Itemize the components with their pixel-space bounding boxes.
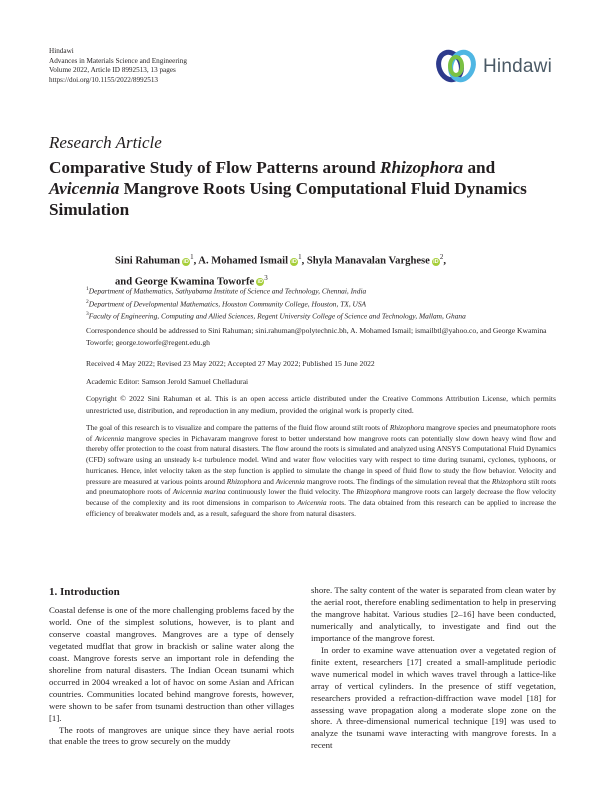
author-name[interactable]: Shyla Manavalan Varghese xyxy=(306,255,430,267)
title-text: and xyxy=(463,158,496,177)
abstract-species-name: Avicennia xyxy=(297,497,327,507)
author-affiliation-sup: 2 xyxy=(439,253,444,261)
body-paragraph: shore. The salty content of the water is separated from clean water by the aerial root, therefore enabling sedimentation to help in preserving the mangrove habitat. Various studies [2–16] have been conducted, numerically and analytically, to investigate and find out the importance of the mangrove forest. xyxy=(311,585,556,643)
orcid-icon[interactable]: iD xyxy=(257,279,263,286)
article-title xyxy=(49,157,549,220)
abstract-text: mangrove roots. The findings of the simulation reveal that the xyxy=(304,476,492,486)
abstract-species-name: Rhizophora xyxy=(389,423,425,432)
affiliation-text: Department of Developmental Mathematics, Houston Community College, Houston, TX, USA xyxy=(88,299,367,309)
abstract-text: mangrove species in Pichavaram mangrove forest to better understand how mangrove roots can potentially slow down heavy wind flow and thereby offer protection to the coast from natural disasters. The flow around the roots is simulated and analyzed using ANSYS Computational Fluid Dynamics (CFD) software using an unsteady k-ε turbulence model. Wind and water flow velocities vary with respect to time during tsunami, cyclones, typhoons, or hurricanes. Hence, inlet velocity taken as the step function is applied to simulate the change in speed of fluid flow to study the flow behavior. Velocity and pressure are measured at various points around xyxy=(86,433,556,486)
body-column-right xyxy=(311,585,556,752)
affiliation-sup: 3 xyxy=(86,311,89,318)
journal-info xyxy=(49,47,187,85)
body-paragraph: In order to examine wave attenuation over a vegetated region of finite extent, researchers [17] created a small-amplitude periodic wave numerical model in which waves travel through a lattice-like array of vertical cylinders. In the presence of stiff vegetation, researchers provided a refraction-diffraction wave model [18] for assessing wave propagation along a moderate slope zone on the shore. A three-dimensional numerical technique [19] was used to analyze the tsunami wave interacting with mangrove forests. In a recent xyxy=(311,644,556,751)
affiliation-item xyxy=(86,284,556,297)
body-column-left xyxy=(49,605,294,748)
abstract-text: mangrove roots can largely decrease the flow velocity because of the complexity and its root dimensions in comparison to xyxy=(86,487,556,507)
body-paragraph: Coastal defense is one of the more challenging problems faced by the world. One of the simplest solutions, however, is to plant and conserve coastal mangroves. Mangroves are a type of densely vegetated mudflat that grow in brackish or saline water along the coast. Mangrove forests serve an important role in defending the shoreline from natural disasters. The Indian Ocean tsunami which occurred in 2004 wreaked a lot of havoc on some Asian and African countries. Communities located behind mangrove forests, however, were shown to be safer from tsunami destruction than other villages [1]. xyxy=(49,605,294,723)
article-type: Research Article xyxy=(49,133,162,152)
author-list: Sini Rahuman $iD^1$, A. Mohamed Ismail $iD^1$, Shyla Manavalan Varghese $iD^2$, and George Kwamina Toworfe $iD^3$ xyxy=(115,253,447,288)
affiliation-item xyxy=(86,297,556,310)
abstract-text: continuously lower the fluid velocity. The xyxy=(225,487,357,497)
section-heading-introduction: 1. Introduction xyxy=(49,586,120,598)
abstract-species-name: Rhizophora xyxy=(356,487,391,497)
affiliations xyxy=(86,284,556,322)
abstract xyxy=(86,423,556,519)
correspondence: Correspondence should be addressed to Sini Rahuman; sini.rahuman@polytechnic.bh, A. Mohamed Ismail; ismailbtl@yahoo.co, and George Kwamina Toworfe; george.toworfe@regent.edu.gh xyxy=(86,326,547,347)
logo-text: Hindawi xyxy=(483,56,552,77)
hindawi-logo-icon xyxy=(436,47,480,85)
abstract-text: roots. The data obtained from this research can be applied to increase the efficiency of breakwater models and, as a result, safeguard the shore from natural disasters. xyxy=(86,497,556,518)
affiliation-text: Faculty of Engineering, Computing and Allied Sciences, Regent University College of Science and Technology, Mallam, Ghana xyxy=(88,311,466,321)
journal-name: Advances in Materials Science and Engineering xyxy=(49,56,187,65)
orcid-icon[interactable]: iD xyxy=(291,258,297,265)
abstract-species-name: Avicennia xyxy=(275,476,305,486)
abstract-text: The goal of this research is to visualize and compare the patterns of the fluid flow around stilt roots of xyxy=(86,423,390,432)
abstract-species-name: Avicennia marina xyxy=(172,487,226,497)
abstract-species-name: Rhizophora xyxy=(226,476,262,486)
journal-publisher: Hindawi xyxy=(49,47,74,55)
affiliation-item xyxy=(86,309,556,322)
author-name[interactable]: and George Kwamina Toworfe xyxy=(115,276,255,288)
abstract-species-name: Avicennia xyxy=(94,433,124,443)
author-affiliation-sup: 3 xyxy=(264,273,268,282)
publication-dates: Received 4 May 2022; Revised 23 May 2022; Accepted 27 May 2022; Published 15 June 2022 xyxy=(86,359,375,368)
journal-doi[interactable]: https://doi.org/10.1155/2022/8992513 xyxy=(49,75,159,84)
title-text: Comparative Study of Flow Patterns around xyxy=(49,158,381,177)
abstract-text: stilt roots and pneumatophore roots of xyxy=(86,476,556,497)
journal-volume: Volume 2022, Article ID 8992513, 13 pages xyxy=(49,66,176,75)
author-affiliation-sup: 1 xyxy=(190,253,194,261)
affiliation-text: Department of Mathematics, Sathyabama Institute of Science and Technology, Chennai, India xyxy=(88,286,367,296)
orcid-icon[interactable]: iD xyxy=(183,258,189,265)
abstract-text: and xyxy=(261,476,276,486)
author-name[interactable]: A. Mohamed Ismail xyxy=(198,255,289,267)
hindawi-logo[interactable] xyxy=(436,47,556,85)
abstract-text: mangrove species and pneumatophore roots of xyxy=(86,423,557,443)
body-paragraph: The roots of mangroves are unique since they have aerial roots that enable the trees to grow securely on the muddy xyxy=(49,724,294,747)
academic-editor: Academic Editor: Samson Jerold Samuel Chelladurai xyxy=(86,377,249,386)
abstract-species-name: Rhizophora xyxy=(491,476,527,486)
orcid-icon[interactable]: iD xyxy=(433,258,439,265)
copyright-notice: Copyright © 2022 Sini Rahuman et al. This is an open access article distributed under the Creative Commons Attribution License, which permits unrestricted use, distribution, and reproduction in any medium, provided the original work is properly cited. xyxy=(86,394,556,415)
author-affiliation-sup: 1 xyxy=(298,253,302,261)
author-separator: , xyxy=(193,255,199,267)
author-name[interactable]: Sini Rahuman xyxy=(115,255,181,267)
title-text: Mangrove Roots Using Computational Fluid Dynamics Simulation xyxy=(49,179,527,219)
title-italic-rhizophora: Rhizophora xyxy=(380,158,464,177)
affiliation-sup: 1 xyxy=(86,286,89,292)
title-italic-avicennia: Avicennia xyxy=(49,179,120,198)
affiliation-sup: 2 xyxy=(86,298,89,305)
